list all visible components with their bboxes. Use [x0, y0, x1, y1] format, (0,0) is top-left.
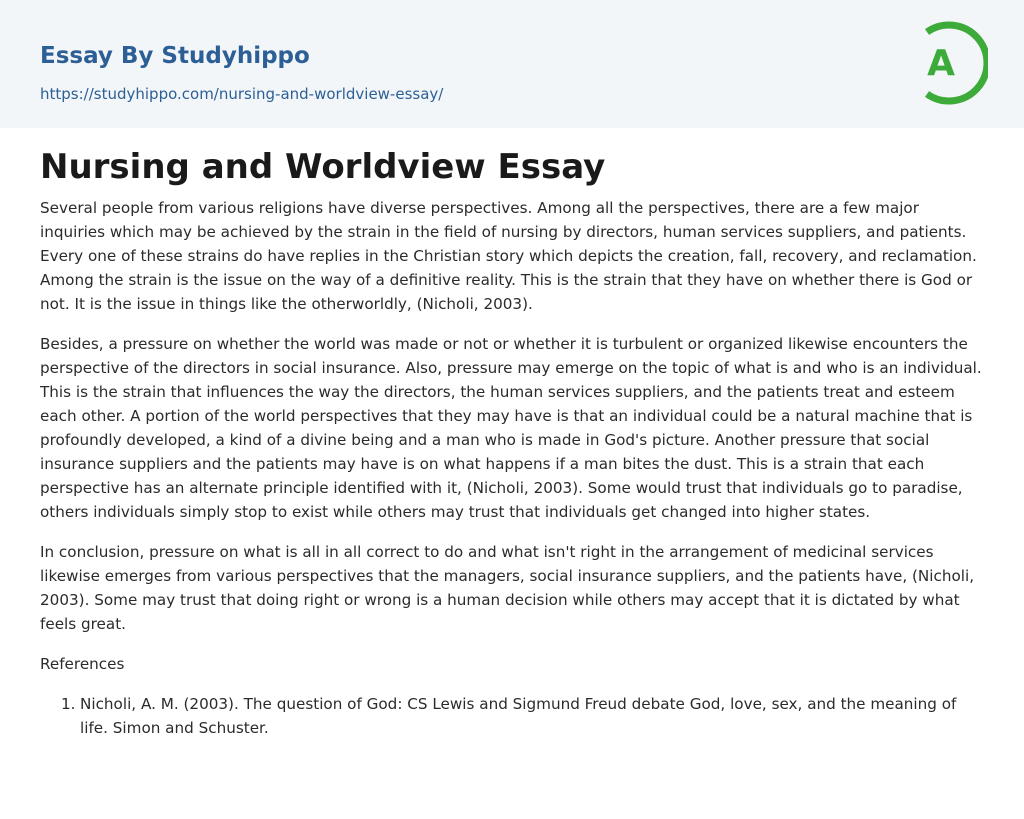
site-header	[0, 0, 1024, 128]
essay-paragraph-3: In conclusion, pressure on what is all in all correct to do and what isn't right in the arrangement of medicinal services likewise emerges from various perspectives that the managers, social insurance suppliers, and the patients have, (Nicholi, 2003). Some may trust that doing right or wrong is a human decision while others may accept that it is dictated by what feels great.	[40, 543, 975, 633]
essay-paragraph-1: Several people from various religions have diverse perspectives. Among all the perspectives, there are a few major inquiries which may be achieved by the strain in the field of nursing by directors, human services suppliers, and patients. Every one of these strains do have replies in the Christian story which depicts the creation, fall, recovery, and reclamation. Among the strain is the issue on the way of a definitive reality. This is the strain that they have on whether there is God or not. It is the issue in things like the otherworldly, (Nicholi, 2003).	[40, 199, 977, 313]
site-brand[interactable]: Essay By Studyhippo	[40, 43, 310, 69]
reference-text: Nicholi, A. M. (2003). The question of God: CS Lewis and Sigmund Freud debate God, love, sex, and the meaning of life. Simon and Schuster.	[80, 695, 957, 737]
studyhippo-logo[interactable]	[910, 18, 988, 108]
essay-url-link[interactable]: https://studyhippo.com/nursing-and-worldview-essay/	[40, 85, 444, 103]
logo-icon	[910, 18, 988, 108]
essay-content	[40, 143, 985, 740]
references-heading: References	[40, 655, 125, 673]
logo-letter: A	[927, 43, 955, 84]
reference-item	[40, 692, 985, 740]
references-list	[40, 692, 985, 740]
reference-number: 1.	[61, 695, 76, 713]
page-title: Nursing and Worldview Essay	[40, 147, 606, 187]
essay-paragraph-2: Besides, a pressure on whether the world was made or not or whether it is turbulent or organized likewise encounters the perspective of the directors in social insurance. Also, pressure may emerge on the topic of what is and who is an individual. This is the strain that influences the way the directors, the human services suppliers, and the patients treat and esteem each other. A portion of the world perspectives that they may have is that an individual could be a natural machine that is profoundly developed, a kind of a divine being and a man who is made in God's picture. Another pressure that social insurance suppliers and the patients may have is on what happens if a man bites the dust. This is a strain that each perspective has an alternate principle identified with it, (Nicholi, 2003). Some would trust that individuals go to paradise, others individuals simply stop to exist while others may trust that individuals get changed into higher states.	[40, 335, 982, 521]
